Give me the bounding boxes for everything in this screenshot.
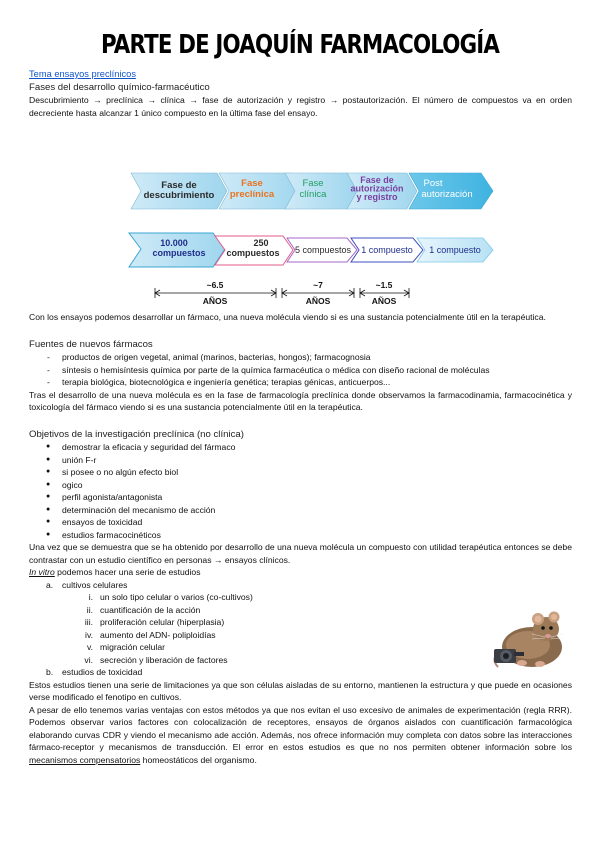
list-marker: i.	[88, 592, 93, 602]
list-marker: v.	[86, 642, 93, 652]
list-item: ● unión F-r	[29, 454, 572, 467]
rat-image	[488, 607, 572, 673]
paragraph-5-end: homeostáticos del organismo.	[140, 754, 257, 765]
duration-unit-2: AÑOS	[305, 296, 331, 305]
list-marker: b.	[46, 667, 54, 677]
list-item-label: secreción y liberación de factores	[100, 654, 228, 665]
list-marker: iv.	[85, 629, 93, 640]
compound-label-4: 1 compuesto	[361, 245, 413, 255]
topic-link[interactable]: Tema ensayos preclínicos	[29, 69, 136, 79]
compound-label-5: 1 compuesto	[429, 245, 481, 255]
list-item-label: cuantificación de la acción	[100, 604, 201, 615]
duration-value-3: ~1.5	[375, 280, 393, 290]
paragraph-3: Una vez que se demuestra que se ha obtenido por desarrollo de una nueva molécula un compuesto con utilidad terapéutica entonces se debe contrastar con un estudio científico en personas → ensayos clínicos.	[29, 542, 572, 565]
list-item-label: aumento del ADN- poliploidías	[100, 629, 216, 640]
list-item-label: migración celular	[100, 642, 165, 652]
intro-paragraph: Descubrimiento → preclínica → clínica → fase de autorización y registro → postautorización. El número de compuestos va en orden decreciente hasta alcanzar 1 único compuesto en la última fase del ensayo.	[29, 95, 572, 118]
list-item: - productos de origen vegetal, animal (marinos, bacterias, hongos); farmacognosia	[29, 351, 572, 364]
list-item: ● determinación del mecanismo de acción	[29, 504, 572, 517]
paragraph-5	[29, 704, 572, 767]
list-marker: vi.	[84, 654, 93, 665]
objectives-heading: Objetivos de la investigación preclínica (no clínica)	[29, 428, 244, 440]
invitro-rest: podemos hacer una serie de estudios	[54, 567, 201, 577]
compound-label-2: 250 compuestos	[226, 238, 280, 258]
compound-label-3: 5 compuestos	[294, 245, 352, 255]
list-item: - terapia biológica, biotecnológica e ingeniería genética; terapias génicas, anticuerpos...	[29, 376, 572, 389]
phase-label-3: Fase clínica	[299, 178, 327, 200]
sources-heading: Fuentes de nuevos fármacos	[29, 338, 153, 350]
duration-value-2: ~7	[313, 280, 323, 290]
list-item-label: un solo tipo celular o varios (co-cultivos)	[100, 592, 253, 602]
duration-unit-3: AÑOS	[371, 296, 397, 305]
list-item: ● perfil agonista/antagonista	[29, 491, 572, 504]
phases-diagram-graphic	[29, 119, 572, 305]
list-item-label: estudios de toxicidad	[62, 667, 143, 677]
list-item-label: cultivos celulares	[62, 579, 128, 590]
phase-label-1: Fase de descubrimiento	[143, 180, 215, 201]
objectives-list	[29, 441, 572, 541]
list-marker: a.	[46, 579, 54, 590]
duration-unit-1: AÑOS	[202, 296, 228, 305]
list-item-label: proliferación celular (hiperplasia)	[100, 617, 225, 627]
paragraph-1: Con los ensayos podemos desarrollar un fármaco, una nueva molécula viendo si es una sustancia potencialmente útil en la terapéutica.	[29, 312, 546, 322]
list-item	[29, 591, 572, 604]
phases-diagram	[29, 119, 572, 305]
list-marker: ii.	[86, 604, 93, 615]
page-title: PARTE DE JOAQUÍN FARMACOLOGÍA	[100, 30, 500, 60]
invitro-line	[29, 566, 572, 579]
list-item: ● estudios farmacocinéticos	[29, 529, 572, 542]
list-marker: iii.	[84, 617, 93, 627]
duration-value-1: ~6.5	[206, 280, 224, 290]
paragraph-2: Tras el desarrollo de una nueva molécula es en la fase de farmacología preclínica donde observamos la farmacodinamia, farmacocinética y toxicología del fármaco viendo si es una sustancia potencialmente útil en la terapéutica.	[29, 389, 572, 412]
paragraph-5-text: A pesar de ello tenemos varias ventajas con estos métodos ya que nos evitan el uso excesivo de animales de experimentación (regla RRR). Podemos observar varios factores con colocalización de receptores, ensayos de órganos aislados con cuantificación farmacológica elaborando curvas CDR y viendo el mecanismo ade acción. Además, nos ofrece información muy completa con datos sobre las interacciones fármaco-receptor y mecanismos de transducción. El error en estos estudios es que no nos permiten obtener información sobre los	[29, 704, 572, 752]
section-subtitle: Fases del desarrollo químico-farmacéutico	[29, 81, 210, 93]
invitro-term: In vitro	[29, 567, 55, 577]
duration-labels	[203, 280, 397, 305]
list-item: - síntesis o hemisíntesis química por parte de la química farmacéutica o médica con diseño racional de moléculas	[29, 364, 572, 377]
compound-label-1: 10.000 compuestos	[152, 238, 206, 258]
list-item: ● ensayos de toxicidad	[29, 516, 572, 529]
sources-list	[29, 351, 572, 389]
phase-labels	[144, 175, 473, 202]
phase-label-2: Fase preclínica	[229, 178, 275, 200]
list-item: ● ogico	[29, 479, 572, 492]
compensatory-mechanisms-term: mecanismos compensatorios	[29, 754, 141, 765]
list-item: ● demostrar la eficacia y seguridad del fármaco	[29, 441, 572, 454]
list-item: ● si posee o no algún efecto biol	[29, 466, 572, 479]
phase-label-4: Fase de autorización y registro	[350, 175, 404, 202]
phase-label-5: Post autorización	[421, 178, 473, 200]
paragraph-4: Estos estudios tienen una serie de limitaciones ya que son células aisladas de su entorno, mantienen la estructura y que puede en ocasiones verse modificado el fenotipo en cultivos.	[29, 679, 572, 702]
